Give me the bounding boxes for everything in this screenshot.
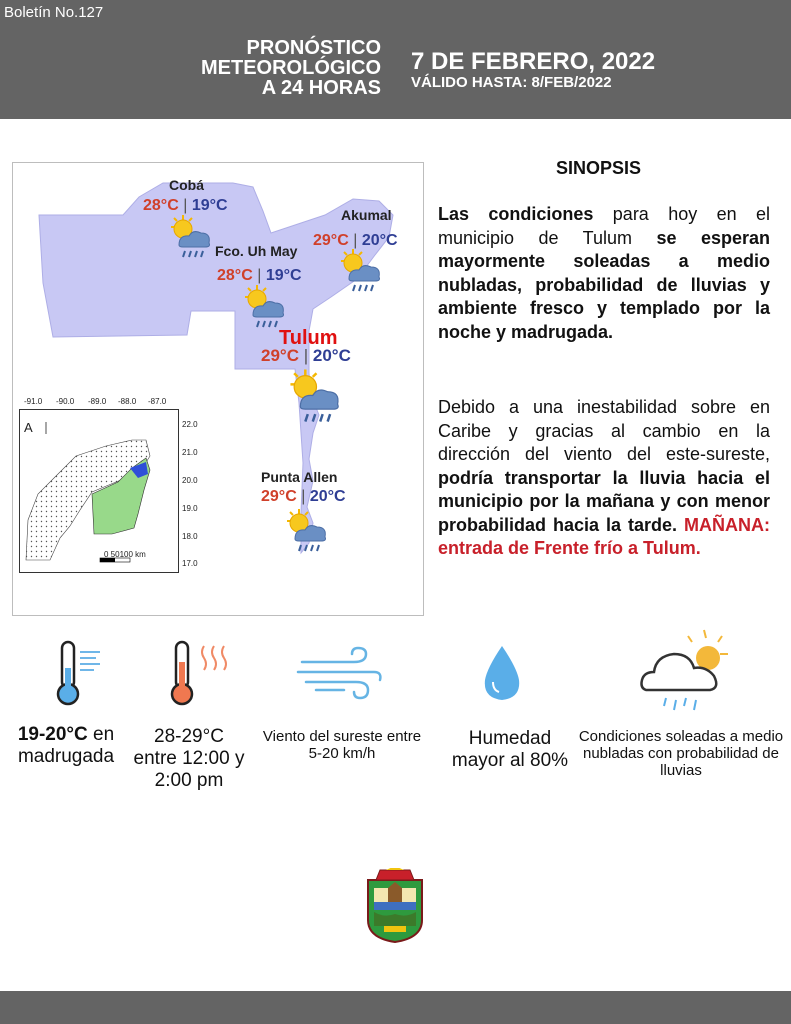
- sun-cloud-rain-icon: [283, 507, 329, 557]
- inset-map: [19, 397, 198, 573]
- location-name: Cobá: [169, 177, 204, 193]
- feature-conditions: Condiciones soleadas a medio nubladas con probabilidad de lluvias: [578, 728, 784, 779]
- max-temp: 28°C: [217, 267, 253, 284]
- synopsis-bold: podría transportar la lluvia hacia el municipio por la mañana y con menor probabilidad hacia la tarde.: [438, 467, 770, 535]
- lat-tick: 21.0: [182, 448, 198, 457]
- min-temp: 19°C: [265, 267, 302, 284]
- title-line-3: A 24 HORAS: [261, 77, 381, 99]
- min-temp: 19°C: [191, 197, 228, 214]
- min-temp: 20°C: [312, 346, 351, 365]
- footer-bar: [0, 991, 791, 1024]
- title-line-1: PRONÓSTICO: [246, 37, 381, 59]
- feature-humidity: Humedad mayor al 80%: [451, 728, 569, 771]
- location-name: Punta Allen: [261, 469, 338, 485]
- north-arrow-icon: A: [24, 420, 33, 435]
- partly-cloudy-rain-icon: [636, 628, 736, 720]
- wind-icon: [296, 646, 384, 702]
- municipal-emblem: [364, 868, 426, 944]
- synopsis-title: SINOPSIS: [556, 158, 642, 178]
- max-temp: 28°C: [143, 197, 179, 214]
- bulletin-number: Boletín No.127: [4, 4, 104, 21]
- lat-tick: 18.0: [182, 532, 198, 541]
- synopsis-text: para hoy en el municipio de Tulum: [438, 204, 770, 248]
- lon-tick: -90.0: [56, 397, 75, 406]
- inset-shapes: [20, 410, 180, 574]
- lat-tick: 19.0: [182, 504, 198, 513]
- synopsis-paragraph-1: [438, 203, 770, 344]
- water-drop-icon: [481, 644, 523, 702]
- header-bar: [0, 0, 791, 119]
- sun-cloud-rain-icon: [337, 247, 383, 297]
- sun-cloud-rain-icon: [285, 367, 343, 429]
- lat-tick: 17.0: [182, 559, 198, 568]
- max-temp: 29°C: [261, 488, 297, 505]
- temp-separator: |: [301, 488, 306, 505]
- synopsis-bold: Las condiciones: [438, 204, 594, 224]
- lat-tick: 22.0: [182, 420, 198, 429]
- page-title: [201, 38, 381, 98]
- synopsis-text: Debido a una inestabilidad sobre en Caribe y gracias al cambio en la dirección del viento del este-sureste,: [438, 397, 770, 464]
- location-temps: [261, 346, 351, 366]
- lon-tick: -89.0: [88, 397, 107, 406]
- location-name: Fco. Uh May: [215, 243, 298, 259]
- sun-cloud-rain-icon: [167, 213, 213, 263]
- forecast-date: 7 DE FEBRERO, 2022: [411, 48, 656, 75]
- title-line-2: METEOROLÓGICO: [201, 57, 381, 79]
- max-temp: 29°C: [261, 346, 299, 365]
- temp-separator: |: [257, 267, 262, 284]
- lon-tick: -88.0: [118, 397, 137, 406]
- temp-separator: |: [353, 232, 358, 249]
- location-name-tulum: Tulum: [279, 327, 338, 349]
- feature-min-temp-value: 19-20°C: [17, 724, 88, 745]
- min-temp: 20°C: [309, 488, 346, 505]
- lat-tick: 20.0: [182, 476, 198, 485]
- max-temp: 29°C: [313, 232, 349, 249]
- location-temps: [261, 488, 346, 506]
- min-temp: 20°C: [361, 232, 398, 249]
- synopsis-warning: MAÑANA: entrada de Frente frío a Tulum.: [438, 514, 770, 558]
- municipality-map: [12, 162, 424, 616]
- feature-min-temp-text: en madrugada: [17, 724, 115, 767]
- feature-max-temp: 28-29°C entre 12:00 y 2:00 pm: [133, 726, 245, 791]
- feature-min-temp: [6, 724, 126, 768]
- thermometer-hot-icon: [168, 640, 238, 706]
- scale-bar-label: 0 50100 km: [104, 550, 146, 559]
- synopsis-paragraph-2: [438, 396, 770, 561]
- lon-tick: -91.0: [24, 397, 43, 406]
- temp-separator: |: [303, 346, 309, 365]
- sun-cloud-rain-icon: [241, 283, 287, 333]
- valid-until: VÁLIDO HASTA: 8/FEB/2022: [411, 74, 612, 91]
- feature-wind: Viento del sureste entre 5-20 km/h: [262, 728, 422, 762]
- synopsis-bold: se esperan mayormente soleadas a medio nubladas, probabilidad de lluvias y ambiente fresco y templado por la noche y madrugada.: [438, 227, 771, 342]
- location-name: Akumal: [341, 207, 392, 223]
- temp-separator: |: [183, 197, 188, 214]
- lon-tick: -87.0: [148, 397, 167, 406]
- thermometer-cold-icon: [48, 640, 108, 706]
